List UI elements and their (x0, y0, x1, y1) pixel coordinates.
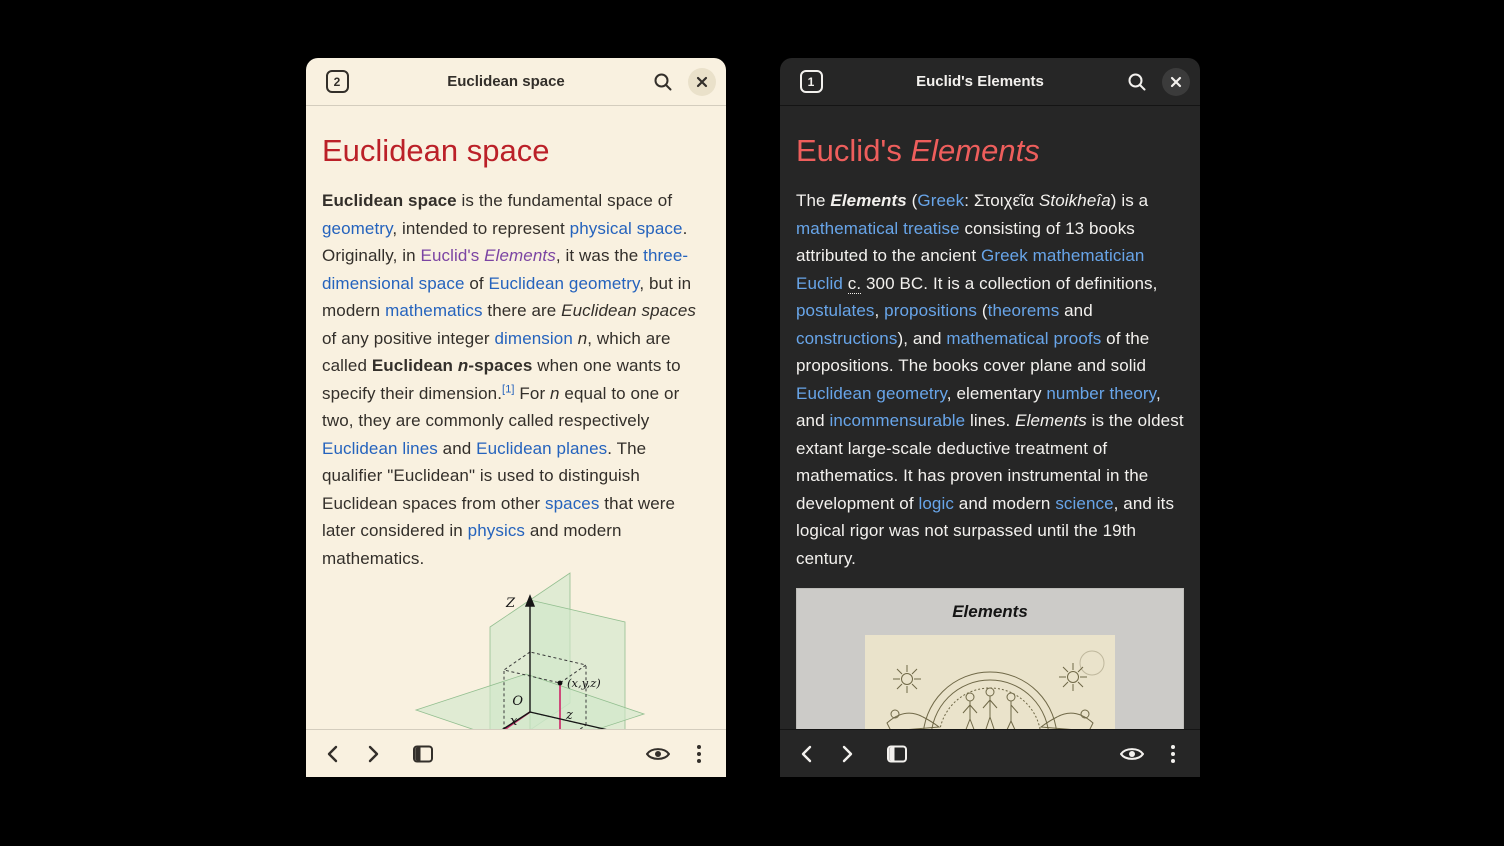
article-link[interactable]: physical space (569, 218, 683, 238)
search-icon (1126, 71, 1148, 93)
close-icon (1170, 76, 1182, 88)
text-span: n (457, 356, 469, 376)
text-span: Euclid's (796, 133, 911, 168)
text-span: Elements (1015, 411, 1087, 431)
text-span: , but in modern (322, 273, 692, 321)
tab-count: 1 (807, 74, 815, 89)
nav-buttons (790, 737, 914, 771)
tab-overview-button[interactable] (796, 67, 826, 97)
text-span: is the fundamental space of (456, 191, 673, 211)
article-link[interactable]: physics (467, 521, 526, 541)
infobox-title: Elements (952, 602, 1028, 622)
text-span: when one wants to specify their dimension. (322, 356, 681, 403)
kebab-menu-icon (682, 737, 716, 771)
text-span: and (1059, 301, 1093, 321)
text-span: ( (977, 301, 988, 321)
search-button[interactable] (646, 65, 680, 99)
reader-view-button[interactable] (1115, 737, 1149, 771)
text-span: , intended to represent (392, 218, 570, 238)
text-span: Euclidean spaces (561, 301, 696, 321)
article-link[interactable]: spaces (544, 493, 600, 513)
titlebar (780, 58, 1200, 106)
article-link[interactable]: Elements (484, 246, 556, 266)
text-span: , elementary (946, 383, 1047, 403)
text-span: , it was the (555, 246, 644, 266)
point-label: (x,y,z) (567, 676, 601, 691)
article-link[interactable]: science (1055, 493, 1114, 513)
x-segment-label: x (510, 714, 518, 730)
article-link[interactable]: mathematical proofs (946, 328, 1102, 348)
article-link[interactable]: mathematical treatise (796, 218, 960, 238)
text-span: The (796, 191, 831, 211)
text-span: lines. (965, 411, 1016, 431)
text-span: ( (906, 191, 918, 211)
back-button[interactable] (790, 737, 824, 771)
text-span: For (514, 383, 551, 403)
text-span: of any positive integer (322, 328, 495, 348)
article-paragraph (322, 187, 710, 572)
text-span: : Στοιχεῖα (964, 191, 1039, 211)
text-span: of the propositions. The books cover plane and solid (796, 328, 1150, 376)
menu-button[interactable] (1156, 737, 1190, 771)
text-span: , and its logical rigor was not surpassed until the 19th century. (796, 493, 1175, 568)
text-span: there are (482, 301, 562, 321)
back-button[interactable] (316, 737, 350, 771)
nav-buttons (316, 737, 440, 771)
text-span: Stoikheîa (1038, 191, 1111, 211)
text-span: . Originally, in (322, 218, 688, 266)
article-link[interactable]: theorems (987, 301, 1060, 321)
chevron-right-icon (830, 737, 864, 771)
kebab-menu-icon (1156, 737, 1190, 771)
text-span: c. (847, 273, 862, 293)
bottom-toolbar (306, 729, 726, 777)
eye-icon (1115, 737, 1149, 771)
text-span: Euclidean space (322, 133, 550, 168)
text-span: n (577, 328, 588, 348)
close-button[interactable] (1162, 68, 1190, 96)
window-euclids-elements (780, 58, 1200, 777)
reference-link[interactable]: [1] (502, 383, 515, 396)
article-link[interactable]: number theory (1046, 383, 1157, 403)
tab-counter-icon (326, 70, 349, 93)
bottom-toolbar (780, 729, 1200, 777)
article-link[interactable]: Euclidean planes (476, 438, 608, 458)
forward-button[interactable] (830, 737, 864, 771)
window-title: Euclidean space (447, 73, 565, 90)
titlebar-actions (1120, 65, 1190, 99)
text-span: , which are called (322, 328, 671, 376)
text-span: Euclidean space (322, 191, 457, 211)
article-link[interactable]: postulates (796, 301, 875, 321)
article-link[interactable]: three-dimensional space (322, 246, 689, 293)
article-link[interactable]: incommensurable (829, 411, 966, 431)
article-heading (796, 132, 1184, 169)
text-span: Elements (910, 133, 1040, 168)
text-span: and modern mathematics. (322, 521, 622, 568)
close-button[interactable] (688, 68, 716, 96)
article-link[interactable]: dimension (494, 328, 573, 348)
text-span: Euclidean (371, 356, 458, 376)
titlebar-actions (646, 65, 716, 99)
article-link[interactable]: Euclid's (420, 246, 485, 266)
article-content (780, 106, 1200, 729)
article-link[interactable]: propositions (884, 301, 978, 321)
window-euclidean-space (306, 58, 726, 777)
text-span: Elements (830, 191, 907, 211)
article-link[interactable]: logic (918, 493, 954, 513)
eye-icon (641, 737, 675, 771)
text-span: and modern (953, 493, 1056, 513)
text-span: . The qualifier "Euclidean" is used to distinguish Euclidean spaces from other (322, 438, 647, 513)
article-content (306, 106, 726, 729)
close-icon (696, 76, 708, 88)
text-span: 300 BC. It is a collection of definitions, (861, 273, 1158, 293)
text-span: n (550, 383, 560, 403)
search-icon (652, 71, 674, 93)
sidebar-icon (880, 737, 914, 771)
article-link[interactable]: geometry (322, 218, 393, 238)
text-span: is the oldest extant large-scale deductive treatment of mathematics. It has proven instrumental in the development of (796, 411, 1184, 513)
reader-view-button[interactable] (641, 737, 675, 771)
article-link[interactable]: Euclidean geometry (796, 383, 947, 403)
window-title: Euclid's Elements (916, 73, 1044, 90)
chevron-left-icon (316, 737, 350, 771)
search-button[interactable] (1120, 65, 1154, 99)
tab-overview-button[interactable] (322, 67, 352, 97)
toolbar-actions (641, 737, 716, 771)
toolbar-actions (1115, 737, 1190, 771)
text-span (843, 274, 848, 293)
text-span: of (464, 273, 489, 293)
article-link[interactable]: Euclidean geometry (488, 273, 640, 293)
tab-count: 2 (333, 74, 341, 89)
sidebar-icon (406, 737, 440, 771)
article-link[interactable]: Greek mathematician (981, 246, 1145, 266)
point-marker (558, 681, 563, 686)
text-span: equal to one or two, they are commonly called respectively (322, 383, 680, 431)
text-span: consisting of 13 books attributed to the ancient (796, 218, 1135, 266)
article-link[interactable]: Greek (917, 191, 965, 211)
titlebar (306, 58, 726, 106)
chevron-right-icon (356, 737, 390, 771)
article-link[interactable]: Euclidean lines (322, 438, 438, 458)
article-link[interactable]: mathematics (385, 301, 483, 321)
article-paragraph (796, 187, 1184, 572)
z-axis-label: Z (505, 596, 515, 612)
text-span: ), and (897, 328, 947, 348)
origin-label: O (512, 694, 523, 710)
forward-button[interactable] (356, 737, 390, 771)
article-link[interactable]: constructions (796, 328, 898, 348)
text-span: , and (796, 383, 1161, 431)
article-link[interactable]: Euclid (796, 273, 843, 293)
text-span: that were later considered in (322, 493, 676, 541)
z-segment-label: z (566, 708, 573, 724)
chevron-left-icon (790, 737, 824, 771)
sidebar-toggle-button[interactable] (880, 737, 914, 771)
text-span: and (437, 438, 477, 458)
menu-button[interactable] (682, 737, 716, 771)
text-span: , (874, 301, 885, 321)
article-heading (322, 132, 710, 169)
text-span: ) is a (1110, 191, 1149, 211)
text-span: -spaces (468, 356, 533, 376)
tab-counter-icon (800, 70, 823, 93)
sidebar-toggle-button[interactable] (406, 737, 440, 771)
